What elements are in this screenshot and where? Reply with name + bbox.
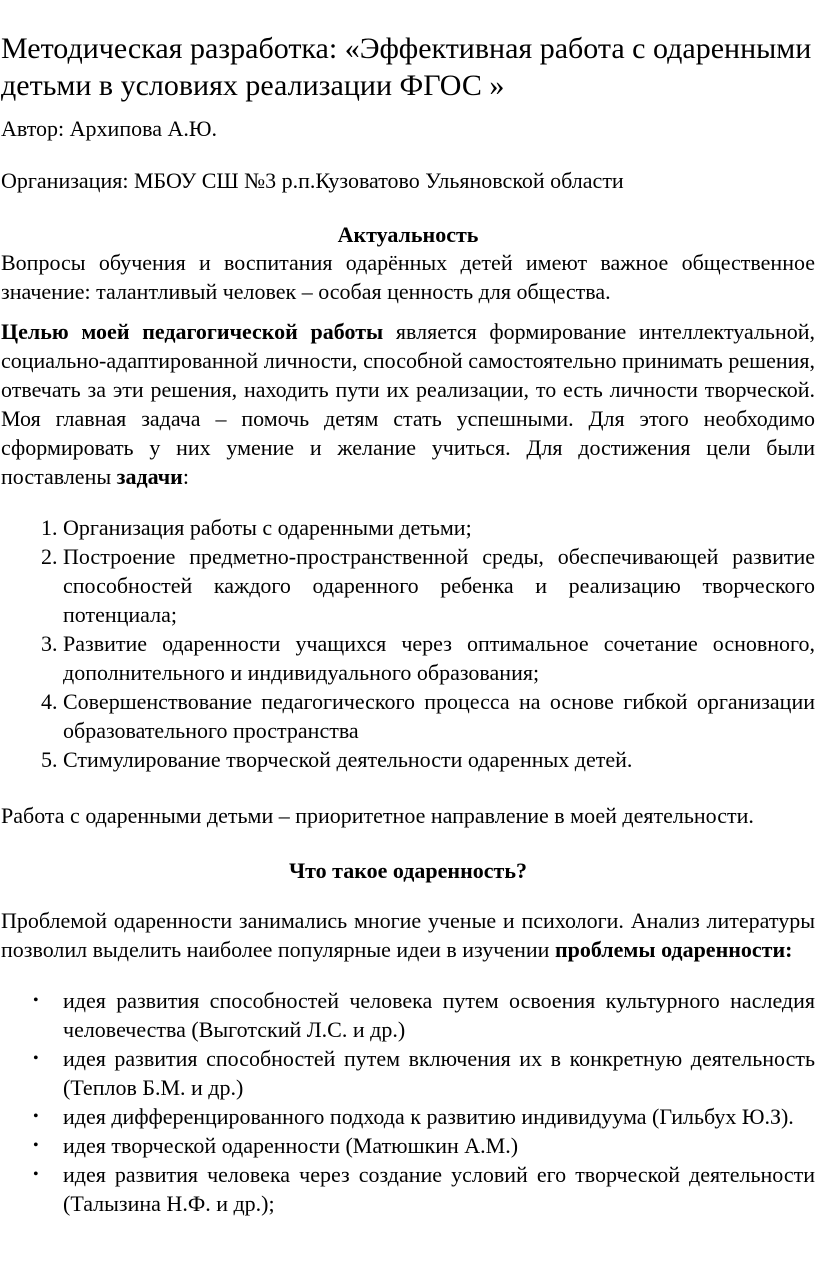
task-item: 1. Организация работы с одаренными детьми; bbox=[63, 513, 815, 542]
bullet-icon: • bbox=[33, 992, 39, 1009]
bullet-icon: • bbox=[33, 1166, 39, 1183]
relevance-paragraph: Вопросы обучения и воспитания одарённых детей имеют важное общественное значение: талантливый человек – особая ценность для общества. bbox=[1, 250, 815, 304]
goal-text: является формирование интеллектуальной, социально-адаптированной личности, способной самостоятельно принимать решения, отвечать за эти решения, находить пути их реализации, то есть личности творческой. Моя главная задача – помочь детям стать успешными. Для этого необходимо сформировать у них умение и желание учиться. Для достижения цели были поставлены bbox=[1, 319, 816, 489]
author-line: Автор: Архипова А.Ю. bbox=[1, 116, 217, 141]
giftedness-text: Проблемой одаренности занимались многие ученые и психологи. Анализ литературы позволил выделить наиболее популярные идеи в изучении bbox=[1, 908, 815, 962]
bullet-icon: • bbox=[33, 1050, 39, 1067]
idea-item bbox=[33, 1160, 815, 1218]
idea-text: идея развития способностей человека путем освоения культурного наследия человечества (Выготский Л.С. и др.) bbox=[63, 988, 815, 1042]
goal-colon: : bbox=[182, 464, 189, 489]
bullet-icon: • bbox=[33, 1137, 39, 1154]
relevance-heading: Актуальность bbox=[337, 222, 479, 247]
idea-item bbox=[33, 1044, 815, 1102]
task-item: 4. Совершенствование педагогического процесса на основе гибкой организации образовательного пространства bbox=[63, 687, 815, 745]
idea-text: идея развития человека через создание условий его творческой деятельности (Талызина Н.Ф. и др.); bbox=[63, 1162, 815, 1216]
goal-lead: Целью моей педагогической работы bbox=[1, 319, 384, 344]
idea-text: идея дифференцированного подхода к развитию индивидуума (Гильбух Ю.З). bbox=[63, 1104, 794, 1129]
idea-item bbox=[33, 986, 815, 1044]
giftedness-bold: проблемы одаренности: bbox=[554, 937, 793, 962]
ideas-list bbox=[1, 986, 815, 1218]
organization-line: Организация: МБОУ СШ №3 р.п.Кузоватово Ульяновской области bbox=[1, 168, 624, 193]
bullet-icon: • bbox=[33, 1108, 39, 1125]
task-item: 5. Стимулирование творческой деятельности одаренных детей. bbox=[63, 745, 815, 774]
goal-paragraph bbox=[1, 317, 815, 491]
priority-paragraph: Работа с одаренными детьми – приоритетное направление в моей деятельности. bbox=[1, 803, 754, 828]
task-item: 3. Развитие одаренности учащихся через оптимальное сочетание основного, дополнительного и индивидуального образования; bbox=[63, 629, 815, 687]
document-title: Методическая разработка: «Эффективная работа с одаренными детьми в условиях реализации ФГОС » bbox=[1, 32, 812, 102]
giftedness-heading: Что такое одаренность? bbox=[289, 858, 527, 883]
tasks-list bbox=[1, 513, 815, 774]
goal-tasks-word: задачи bbox=[116, 464, 183, 489]
idea-item bbox=[33, 1131, 815, 1160]
idea-item bbox=[33, 1102, 815, 1131]
giftedness-paragraph bbox=[1, 906, 815, 964]
idea-text: идея творческой одаренности (Матюшкин А.М.) bbox=[63, 1133, 519, 1158]
idea-text: идея развития способностей путем включения их в конкретную деятельность (Теплов Б.М. и др.) bbox=[63, 1046, 815, 1100]
task-item: 2. Построение предметно-пространственной среды, обеспечивающей развитие способностей каждого одаренного ребенка и реализацию творческого потенциала; bbox=[63, 542, 815, 629]
